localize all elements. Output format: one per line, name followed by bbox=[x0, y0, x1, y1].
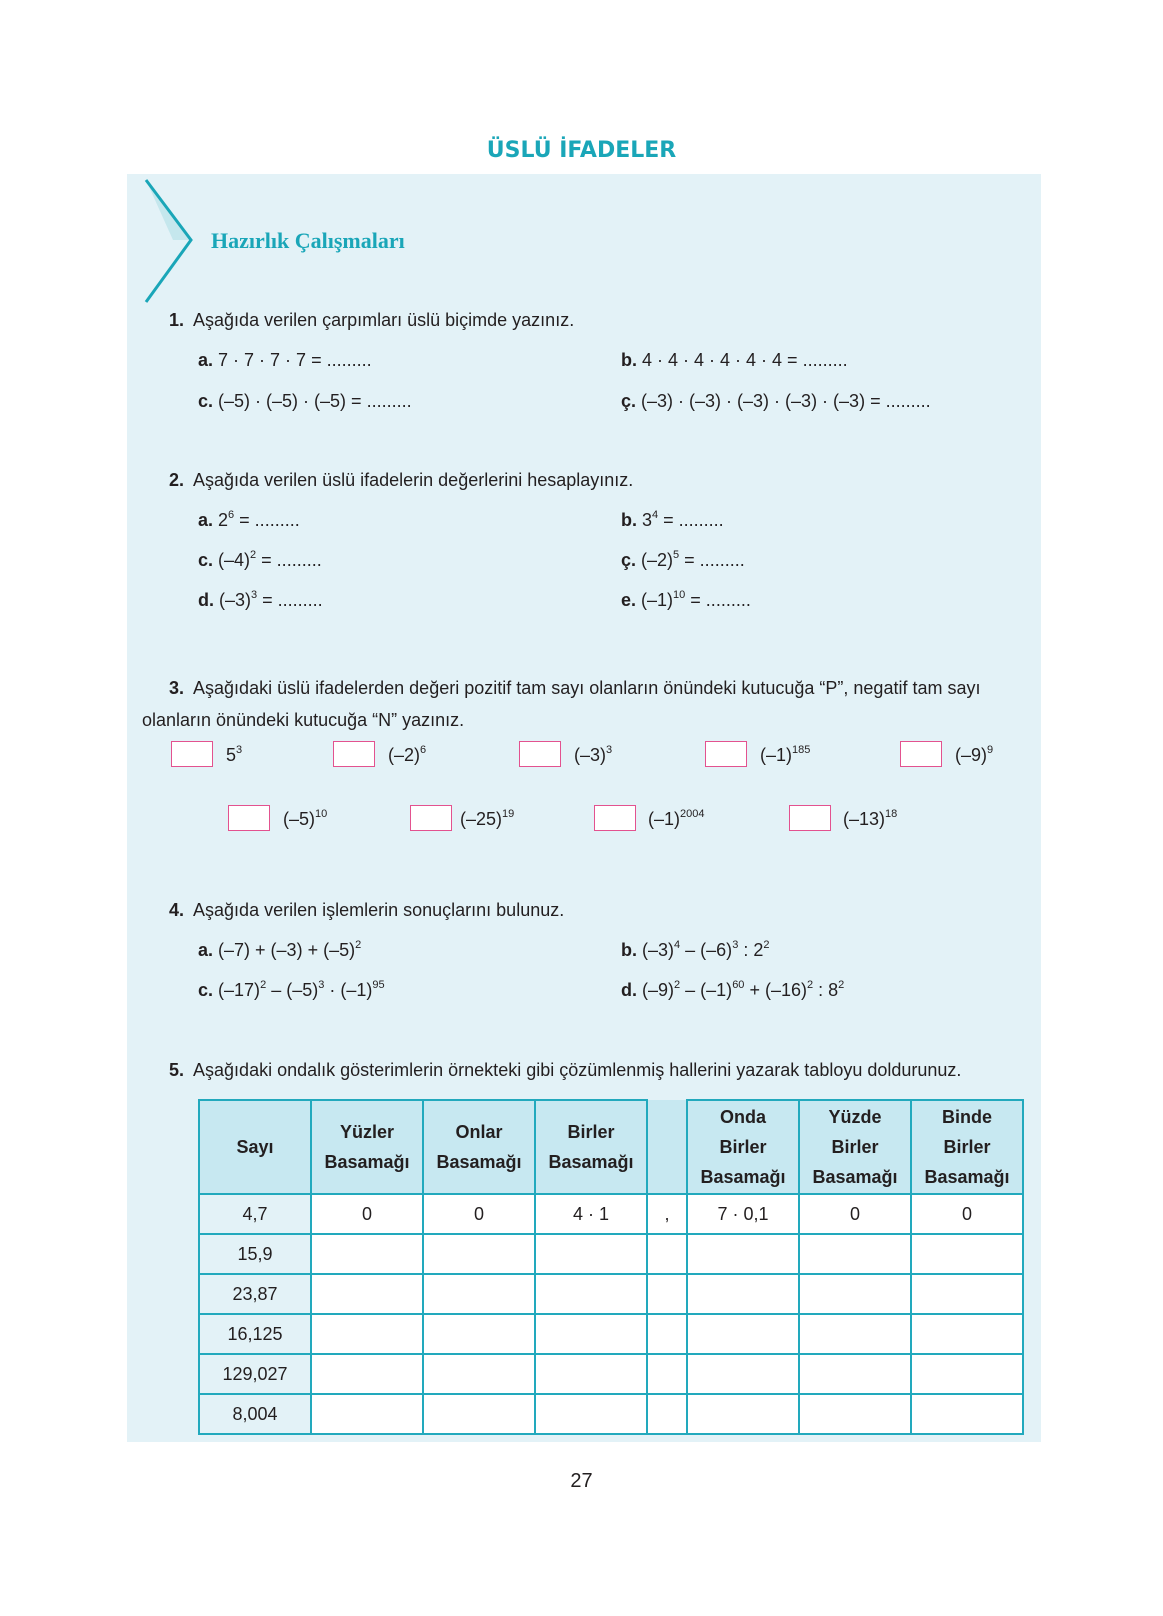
table-cell[interactable] bbox=[311, 1394, 423, 1434]
table-cell[interactable] bbox=[799, 1354, 911, 1394]
q1-c: c. (–5) · (–5) · (–5) = ......... bbox=[198, 391, 412, 411]
q3-prompt: 3. Aşağıdaki üslü ifadelerden değeri pozitif tam sayı olanların önündeki kutucuğa “P”, negatif tam sayı olanların önündeki kutucuğa “N” yazınız. bbox=[142, 678, 981, 730]
table-cell[interactable] bbox=[687, 1274, 799, 1314]
answer-box[interactable] bbox=[410, 805, 452, 831]
table-cell[interactable] bbox=[647, 1314, 687, 1354]
answer-box[interactable] bbox=[705, 741, 747, 767]
table-cell[interactable] bbox=[535, 1274, 647, 1314]
table-cell[interactable] bbox=[311, 1234, 423, 1274]
table-row bbox=[199, 1194, 1023, 1234]
table-cell[interactable] bbox=[799, 1274, 911, 1314]
q2-e: e. $(-1)^{10}$ = ......... bbox=[621, 589, 751, 610]
table-cell[interactable] bbox=[647, 1394, 687, 1434]
header-cell: Onda Birler Basamağı bbox=[687, 1100, 799, 1194]
table-cell[interactable] bbox=[423, 1274, 535, 1314]
answer-box[interactable] bbox=[594, 805, 636, 831]
table-cell[interactable] bbox=[799, 1394, 911, 1434]
table-cell[interactable] bbox=[911, 1394, 1023, 1434]
table-cell: 0 bbox=[423, 1194, 535, 1234]
table-cell: 0 bbox=[799, 1194, 911, 1234]
answer-box[interactable] bbox=[789, 805, 831, 831]
q3-item-label: $(-1)^{2004}$ bbox=[648, 808, 705, 829]
page-title: ÜSLÜ İFADELER bbox=[486, 138, 677, 163]
table-cell[interactable] bbox=[423, 1354, 535, 1394]
section-title: Hazırlık Çalışmaları bbox=[211, 228, 405, 253]
q1-prompt: 1. Aşağıda verilen çarpımları üslü biçimde yazınız. bbox=[169, 310, 575, 330]
header-cell: Yüzler Basamağı bbox=[311, 1100, 423, 1194]
q2-a: a. $2^6$ = ......... bbox=[198, 509, 300, 530]
answer-box[interactable] bbox=[228, 805, 270, 831]
table-cell[interactable] bbox=[535, 1394, 647, 1434]
table-cell: 0 bbox=[911, 1194, 1023, 1234]
answer-box[interactable] bbox=[900, 741, 942, 767]
table-cell[interactable] bbox=[647, 1234, 687, 1274]
chevron-icon bbox=[143, 178, 197, 304]
table-cell: 0 bbox=[311, 1194, 423, 1234]
q3-item-label: $(-13)^{18}$ bbox=[843, 808, 898, 829]
table-cell[interactable] bbox=[423, 1394, 535, 1434]
table-row bbox=[199, 1314, 1023, 1354]
header-cell: Binde Birler Basamağı bbox=[911, 1100, 1023, 1194]
header-cell: Sayı bbox=[199, 1100, 311, 1194]
table-row bbox=[199, 1274, 1023, 1314]
q2-d: d. $(-3)^3$ = ......... bbox=[198, 589, 323, 610]
table-cell: 23,87 bbox=[199, 1274, 311, 1314]
table-cell[interactable] bbox=[423, 1234, 535, 1274]
q2-cc: ç. $(-2)^5$ = ......... bbox=[621, 549, 745, 570]
table-cell[interactable] bbox=[687, 1314, 799, 1354]
q3-item-label: $(-3)^3$ bbox=[574, 744, 613, 765]
table-cell[interactable] bbox=[535, 1314, 647, 1354]
place-value-table bbox=[198, 1099, 1024, 1435]
answer-box[interactable] bbox=[333, 741, 375, 767]
table-cell: 15,9 bbox=[199, 1234, 311, 1274]
q4-c: c. $(-17)^2 - (-5)^3 \cdot (-1)^{95}$ bbox=[198, 979, 385, 1000]
table-row bbox=[199, 1354, 1023, 1394]
table-cell[interactable] bbox=[535, 1234, 647, 1274]
table-cell[interactable] bbox=[799, 1314, 911, 1354]
q2-c: c. $(-4)^2$ = ......... bbox=[198, 549, 322, 570]
q3-item-label: $(-9)^9$ bbox=[955, 744, 994, 765]
table-cell: 4,7 bbox=[199, 1194, 311, 1234]
table-cell: 4 · 1 bbox=[535, 1194, 647, 1234]
q2-b: b. $3^4$ = ......... bbox=[621, 509, 724, 530]
q4-b: b. $(-3)^4 - (-6)^3$ : $2^2$ bbox=[621, 939, 770, 960]
table-cell[interactable] bbox=[647, 1354, 687, 1394]
table-cell[interactable] bbox=[423, 1314, 535, 1354]
table-cell: 16,125 bbox=[199, 1314, 311, 1354]
q2-prompt: 2. Aşağıda verilen üslü ifadelerin değerlerini hesaplayınız. bbox=[169, 470, 634, 490]
header-cell: Onlar Basamağı bbox=[423, 1100, 535, 1194]
q4-prompt: 4. Aşağıda verilen işlemlerin sonuçlarını bulunuz. bbox=[169, 900, 565, 920]
q1-a: a. 7 · 7 · 7 · 7 = ......... bbox=[198, 350, 372, 370]
q3-item-label: $(-5)^{10}$ bbox=[283, 808, 328, 829]
table-cell[interactable] bbox=[687, 1234, 799, 1274]
table-cell[interactable] bbox=[311, 1354, 423, 1394]
q4-a: a. $(-7) + (-3) + (-5)^2$ bbox=[198, 939, 362, 960]
table-cell[interactable] bbox=[647, 1274, 687, 1314]
table-cell[interactable] bbox=[911, 1314, 1023, 1354]
header-cell: Yüzde Birler Basamağı bbox=[799, 1100, 911, 1194]
header-cell: Birler Basamağı bbox=[535, 1100, 647, 1194]
table-header-row bbox=[199, 1100, 1023, 1194]
table-cell[interactable] bbox=[911, 1354, 1023, 1394]
table-cell: 8,004 bbox=[199, 1394, 311, 1434]
table-cell: , bbox=[647, 1194, 687, 1234]
table-cell[interactable] bbox=[311, 1274, 423, 1314]
answer-box[interactable] bbox=[519, 741, 561, 767]
table-cell[interactable] bbox=[911, 1234, 1023, 1274]
header-cell bbox=[647, 1100, 687, 1194]
q1-b: b. 4 · 4 · 4 · 4 · 4 · 4 = ......... bbox=[621, 350, 848, 370]
table-cell: 129,027 bbox=[199, 1354, 311, 1394]
table-cell: 7 · 0,1 bbox=[687, 1194, 799, 1234]
page-number: 27 bbox=[570, 1470, 593, 1492]
answer-box[interactable] bbox=[171, 741, 213, 767]
table-cell[interactable] bbox=[311, 1314, 423, 1354]
q3-item-label: $(-1)^{185}$ bbox=[760, 744, 811, 765]
table-cell[interactable] bbox=[799, 1234, 911, 1274]
q5-prompt: 5. Aşağıdaki ondalık gösterimlerin örnekteki gibi çözümlenmiş hallerini yazarak tabloyu doldurunuz. bbox=[169, 1060, 962, 1080]
q3-item-label: $5^3$ bbox=[226, 744, 243, 765]
q3-item-label: $(-25)^{19}$ bbox=[460, 808, 515, 829]
q1-cc: ç. (–3) · (–3) · (–3) · (–3) · (–3) = ......... bbox=[621, 391, 931, 411]
table-row bbox=[199, 1394, 1023, 1434]
table-row bbox=[199, 1234, 1023, 1274]
table-cell[interactable] bbox=[687, 1394, 799, 1434]
table-cell[interactable] bbox=[911, 1274, 1023, 1314]
q3-item-label: $(-2)^6$ bbox=[388, 744, 427, 765]
q4-d: d. $(-9)^2 - (-1)^{60} + (-16)^2$ : $8^2$ bbox=[621, 979, 845, 1000]
table-cell[interactable] bbox=[535, 1354, 647, 1394]
table-cell[interactable] bbox=[687, 1354, 799, 1394]
